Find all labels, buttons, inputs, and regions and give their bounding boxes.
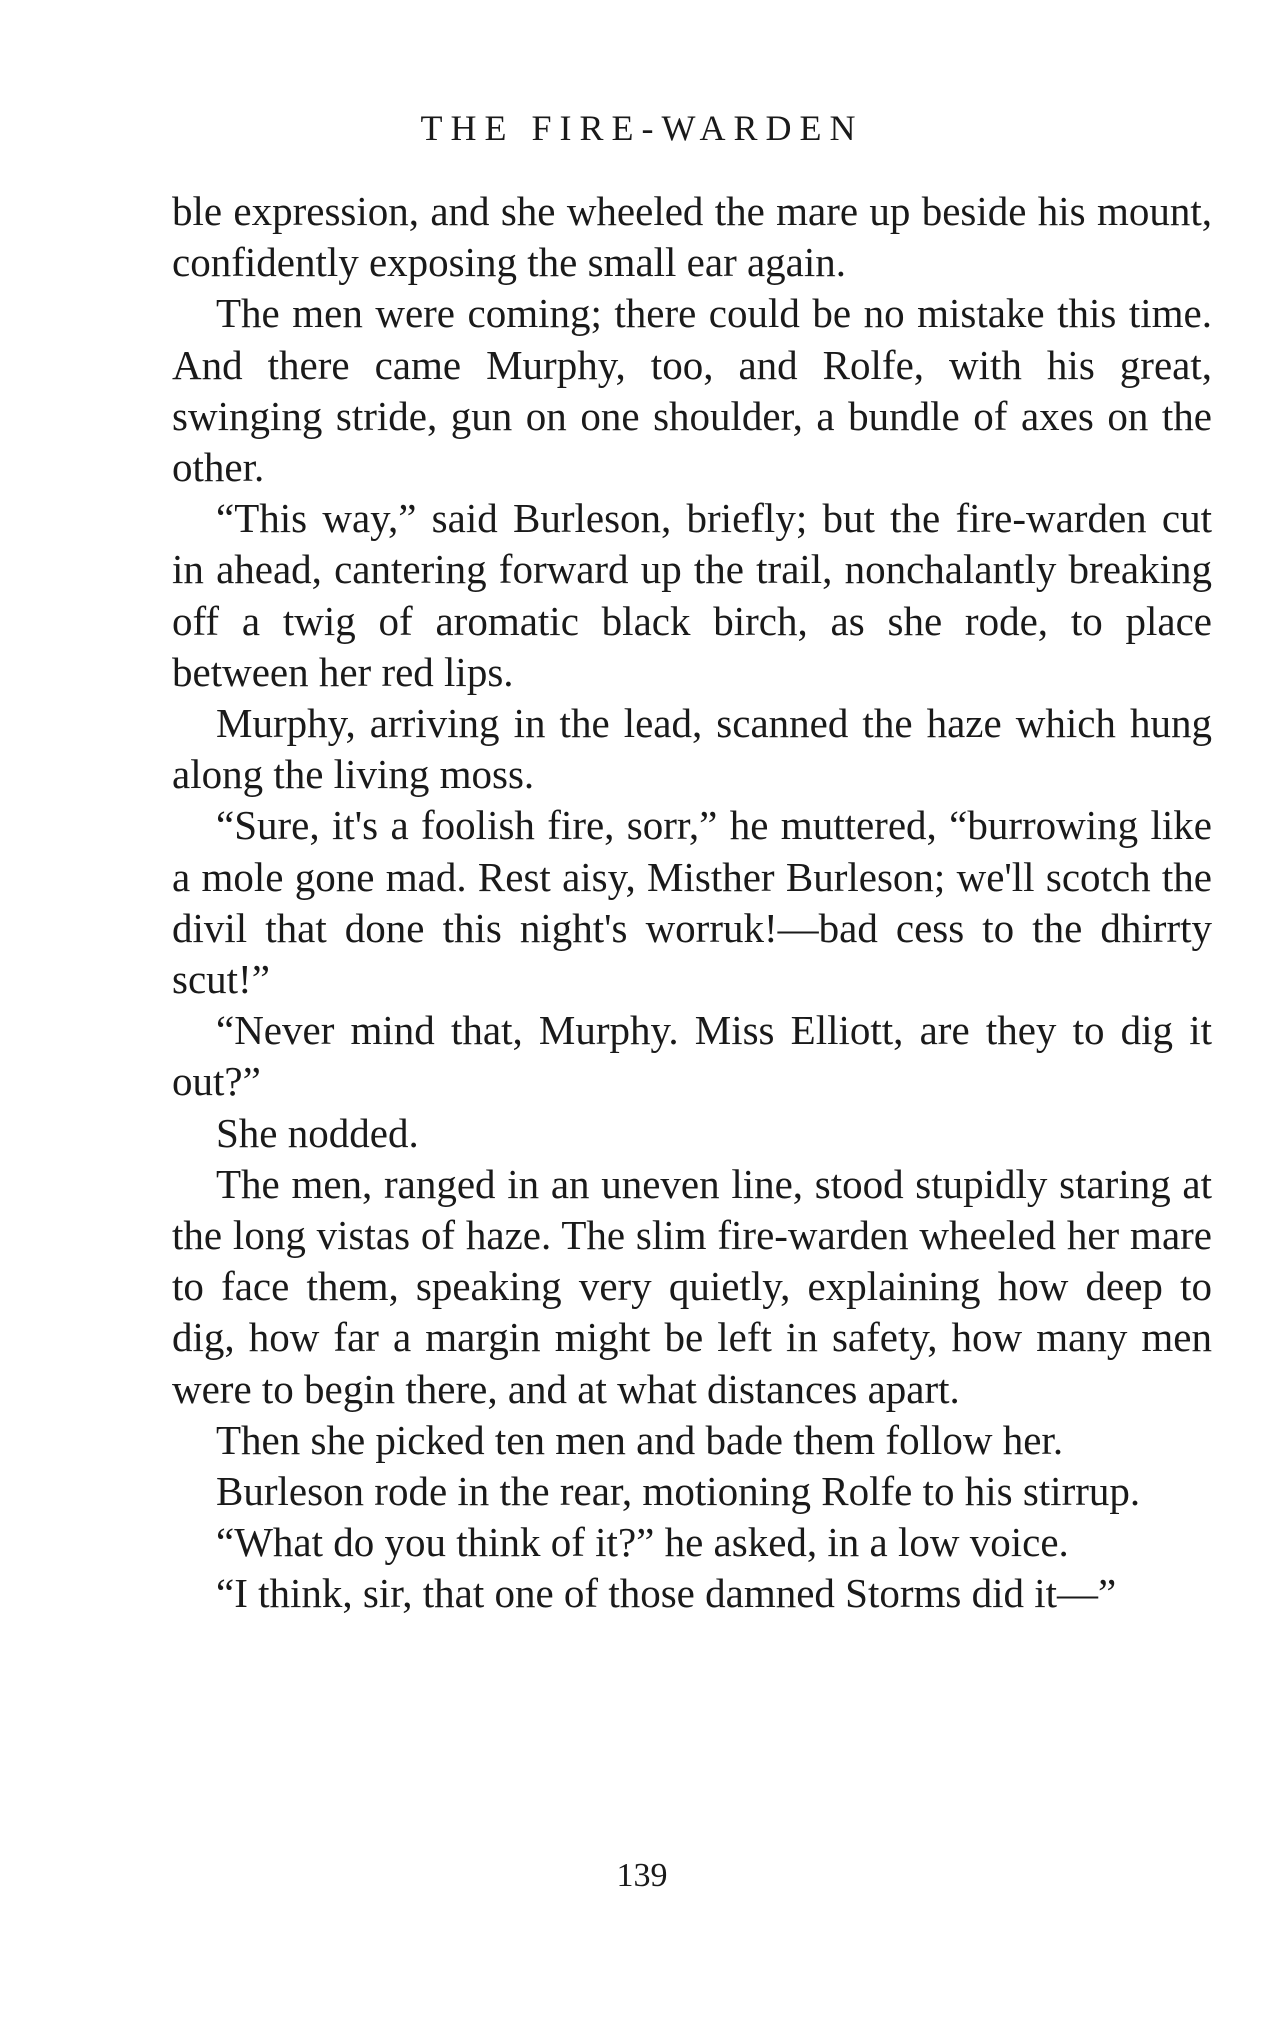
paragraph: The men were coming; there could be no mistake this time. And there came Murphy, too, and Rolfe, with his great, swinging stride, gun on one shoulder, a bundle of axes on the other. [172, 290, 1212, 491]
paragraph: “Sure, it's a foolish fire, sorr,” he muttered, “burrowing like a mole gone mad. Rest aisy, Misther Burleson; we'll scotch the divil that done this night's worruk!—bad cess to the dhirrty scut!” [172, 802, 1212, 1003]
body-text [172, 186, 1212, 1620]
paragraph: “This way,” said Burleson, briefly; but the fire-warden cut in ahead, cantering forward up the trail, nonchalantly breaking off a twig of aromatic black birch, as she rode, to place between her red lips. [172, 495, 1212, 695]
running-head: THE FIRE-WARDEN [420, 108, 864, 148]
paragraph: “I think, sir, that one of those damned Storms did it—” [216, 1570, 1117, 1617]
paragraph: Burleson rode in the rear, motioning Rolfe to his stirrup. [216, 1468, 1141, 1515]
paragraph: Murphy, arriving in the lead, scanned the haze which hung along the living moss. [172, 700, 1212, 798]
paragraph: The men, ranged in an uneven line, stood stupidly staring at the long vistas of haze. The slim fire-warden wheeled her mare to face them, speaking very quietly, explaining how deep to dig, how far a margin might be left in safety, how many men were to begin there, and at what distances apart. [172, 1160, 1212, 1412]
paragraph: She nodded. [216, 1109, 419, 1156]
paragraph: Then she picked ten men and bade them follow her. [216, 1416, 1064, 1463]
page-number: 139 [616, 1857, 668, 1894]
paragraph-continued: ble expression, and she wheeled the mare up beside his mount, confidently exposing the small ear again. [172, 188, 1212, 286]
paragraph: “What do you think of it?” he asked, in a low voice. [216, 1519, 1069, 1566]
paragraph: “Never mind that, Murphy. Miss Elliott, are they to dig it out?” [172, 1007, 1212, 1105]
